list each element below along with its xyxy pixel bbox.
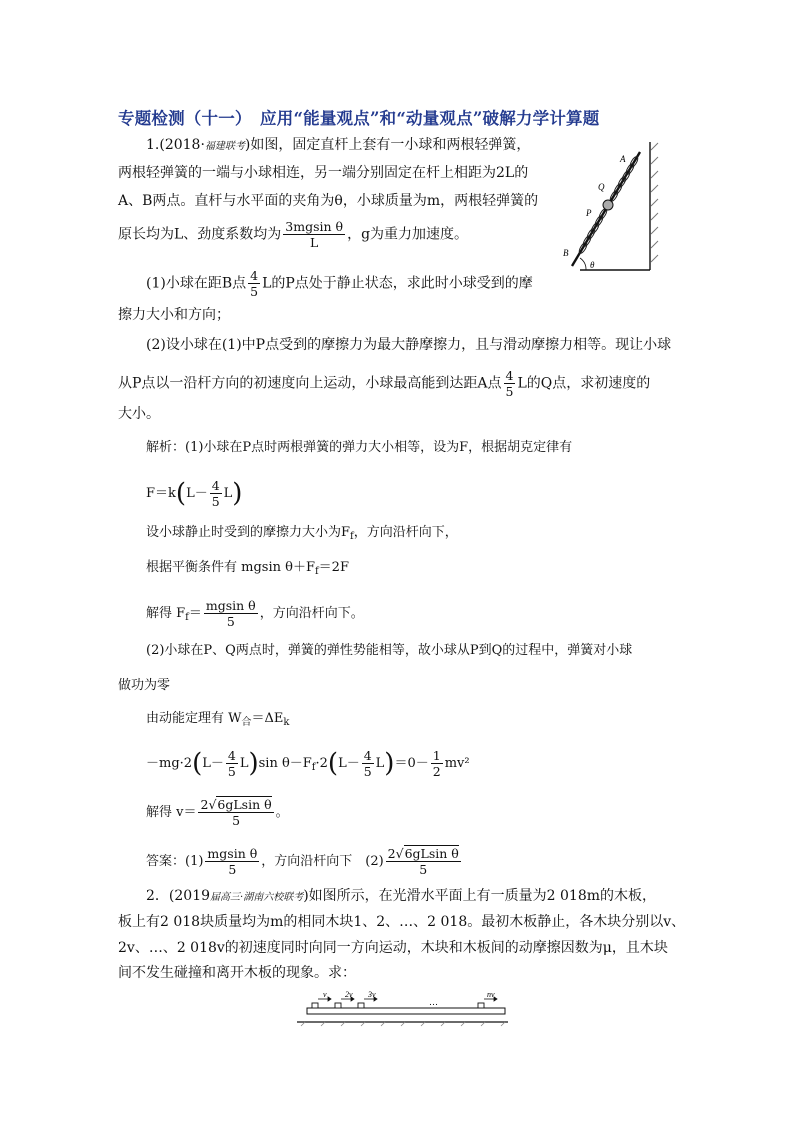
- problem-1-line-4: 原长均为L、劲度系数均为 $\frac{\text{3mgsin θ}}{L}$ ，g为重力加速度。: [118, 219, 469, 250]
- velocity-label-2: 2v: [345, 990, 353, 999]
- solution-line-6: 做功为零: [118, 678, 171, 693]
- equation-2: －mg·2(L－ $\frac{4}{5}$ L)sin $\theta-F_f\cdot 2(L-$ $\frac{4}{5}$ L)＝0－ $\frac{1}{2}$ mv²: [146, 748, 470, 779]
- label-theta: θ: [590, 260, 595, 270]
- problem-1-line-2: 两根轻弹簧的一端与小球相连，另一端分别固定在杆上相距为2L的: [118, 165, 529, 181]
- velocity-label-3: 3v: [368, 990, 376, 999]
- question-2-line-1: (2)设小球在(1)中P点受到的摩擦力为最大静摩擦力，且与滑动摩擦力相等。现让小球: [146, 337, 672, 353]
- velocity-label-1: v: [323, 990, 327, 999]
- question-1: (1)小球在距B点 $\frac{4}{5}$ L的P点处于静止状态，求此时小球受到的摩: [146, 268, 533, 299]
- board-blocks-figure: [295, 988, 510, 1028]
- label-p: P: [586, 208, 592, 218]
- page-title: 专题检测（十一） 应用“能量观点”和“动量观点”破解力学计算题: [118, 109, 600, 128]
- problem-2-line-3: 2v、…、2 018v的初速度同时向同一方向运动，木块和木板间的动摩擦因数为μ，且木块: [118, 940, 668, 956]
- problem-1-line-3: A、B两点。直杆与水平面的夹角为θ，小球质量为m，两根轻弹簧的: [118, 193, 539, 209]
- ellipsis-label: …: [429, 997, 438, 1007]
- solution-line-2: 设小球静止时受到的摩擦力大小为$F_f$，方向沿杆向下，: [146, 525, 458, 542]
- problem-1-line-1: 1.(2018·福建联考)如图，固定直杆上套有一小球和两根轻弹簧，: [146, 137, 531, 153]
- label-a: A: [620, 154, 626, 164]
- solution-line-3: 根据平衡条件有 mgsin $\theta+F_f=2F$: [146, 560, 349, 577]
- solution-line-5: (2)小球在P、Q两点时，弹簧的弹性势能相等，故小球从P到Q的过程中，弹簧对小球: [146, 643, 633, 658]
- solution-line-1: 解析：(1)小球在P点时两根弹簧的弹力大小相等，设为F，根据胡克定律有: [146, 440, 573, 455]
- solution-line-8: 解得 v＝ $\frac{\text{2√6gLsin θ}}{5}$ 。: [146, 797, 289, 828]
- inclined-rod-figure: [560, 140, 680, 275]
- solution-line-7: 由动能定理有 $W_合=\Delta E_k$: [146, 711, 290, 728]
- problem-2-source: 届高三·湖南六校联考: [210, 892, 304, 903]
- problem-2-line-1: 2．(2019届高三·湖南六校联考)如图所示，在光滑水平面上有一质量为2 018m的木板，: [146, 888, 657, 904]
- solution-line-4: 解得 $F_f=$ $\frac{\text{mgsin θ}}{5}$ ，方向沿杆向下。: [146, 598, 364, 629]
- problem-2-line-4: 间不发生碰撞和离开木板的现象。求：: [118, 965, 356, 981]
- question-1-cont: 擦力大小和方向；: [118, 307, 230, 323]
- label-b: B: [563, 248, 569, 258]
- question-2-line-2: 从P点以一沿杆方向的初速度向上运动，小球最高能到达距A点 $\frac{4}{5}$ L的Q点，求初速度的: [118, 368, 651, 399]
- question-2-line-3: 大小。: [118, 406, 160, 422]
- equation-1: F＝k(L－ $\frac{4}{5}$ L): [146, 478, 243, 509]
- problem-2-line-2: 板上有2 018块质量均为m的相同木块1、2、…、2 018。最初木板静止，各木块分别以v、: [118, 914, 686, 930]
- velocity-label-n: nv: [487, 990, 495, 999]
- label-q: Q: [598, 182, 605, 192]
- answer-line: 答案：(1) $\frac{\text{mgsin θ}}{5}$ ，方向沿杆向下 (2) $\frac{\text{2√6gLsin θ}}{5}$: [146, 846, 459, 877]
- problem-1-source: 福建联考: [204, 141, 245, 152]
